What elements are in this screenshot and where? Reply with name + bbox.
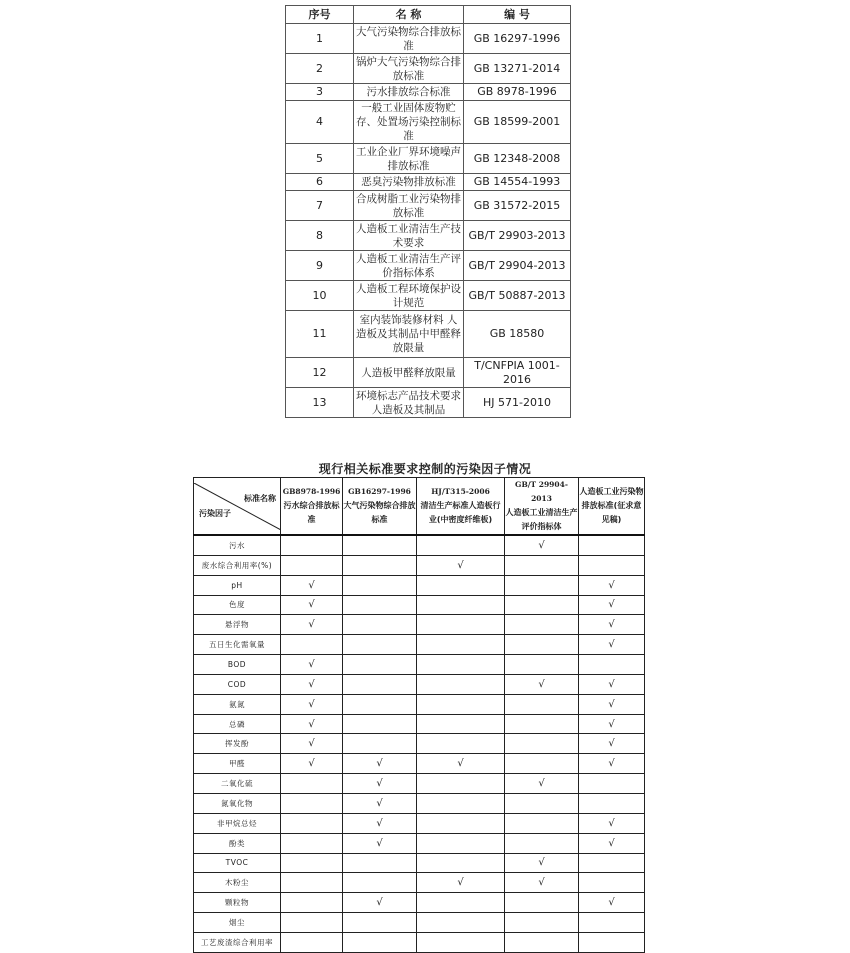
factor-row (194, 913, 645, 933)
mark-cell (281, 793, 343, 813)
standards-row (286, 144, 571, 174)
mark-cell (343, 734, 417, 754)
mark-cell (417, 853, 505, 873)
standard-code: GB/T 29904-2013 (515, 480, 568, 503)
standard-name: 恶臭污染物排放标准 (354, 174, 464, 191)
mark-cell (417, 535, 505, 555)
check-mark-icon: √ (376, 837, 383, 849)
factor-row (194, 555, 645, 575)
mark-cell (505, 774, 579, 794)
standard-code: GB 31572-2015 (464, 191, 571, 221)
mark-cell (579, 694, 645, 714)
mark-cell (417, 595, 505, 615)
mark-cell (343, 833, 417, 853)
row-number: 7 (286, 191, 354, 221)
mark-cell (417, 674, 505, 694)
factor-name: pH (194, 575, 281, 595)
mark-cell (579, 635, 645, 655)
mark-cell (505, 595, 579, 615)
mark-cell (281, 535, 343, 555)
check-mark-icon: √ (538, 678, 545, 690)
mark-cell (579, 893, 645, 913)
mark-cell (579, 615, 645, 635)
mark-cell (281, 873, 343, 893)
factor-row (194, 893, 645, 913)
factor-name: TVOC (194, 853, 281, 873)
factor-row (194, 734, 645, 754)
check-mark-icon: √ (376, 817, 383, 829)
mark-cell (343, 714, 417, 734)
standard-name: 一般工业固体废物贮存、处置场污染控制标准 (354, 101, 464, 144)
mark-cell (579, 873, 645, 893)
check-mark-icon: √ (608, 738, 615, 750)
check-mark-icon: √ (608, 837, 615, 849)
factor-row (194, 694, 645, 714)
standard-description: 人造板工业污染物排放标准(征求意见稿) (579, 487, 644, 524)
standard-description: 污水综合排放标准 (283, 501, 340, 524)
mark-cell (579, 714, 645, 734)
corner-pollutant-label: 污染因子 (199, 508, 231, 518)
mark-cell (579, 813, 645, 833)
standard-name: 污水排放综合标准 (354, 84, 464, 101)
mark-cell (343, 813, 417, 833)
mark-cell (505, 714, 579, 734)
standard-code: HJ/T315-2006 (431, 487, 490, 496)
check-mark-icon: √ (308, 698, 315, 710)
standards-row (286, 54, 571, 84)
mark-cell (281, 853, 343, 873)
standard-code: GB16297-1996 (348, 487, 411, 496)
mark-cell (417, 893, 505, 913)
check-mark-icon: √ (457, 758, 464, 770)
mark-cell (343, 774, 417, 794)
mark-cell (417, 813, 505, 833)
mark-cell (343, 754, 417, 774)
standard-code: GB 18599-2001 (464, 101, 571, 144)
mark-cell (505, 694, 579, 714)
mark-cell (505, 793, 579, 813)
mark-cell (343, 575, 417, 595)
factor-row (194, 575, 645, 595)
mark-cell (281, 813, 343, 833)
standards-row (286, 191, 571, 221)
mark-cell (579, 655, 645, 675)
factor-row (194, 674, 645, 694)
mark-cell (505, 813, 579, 833)
check-mark-icon: √ (608, 599, 615, 611)
standard-name: 室内装饰装修材料 人造板及其制品中甲醛释放限量 (354, 311, 464, 358)
factor-row (194, 793, 645, 813)
factor-row (194, 853, 645, 873)
standard-name: 锅炉大气污染物综合排放标准 (354, 54, 464, 84)
mark-cell (281, 774, 343, 794)
factor-name: 二氧化硫 (194, 774, 281, 794)
mark-cell (505, 535, 579, 555)
factor-name: 非甲烷总烃 (194, 813, 281, 833)
mark-cell (343, 535, 417, 555)
mark-cell (505, 893, 579, 913)
mark-cell (281, 655, 343, 675)
check-mark-icon: √ (608, 698, 615, 710)
standards-row (286, 388, 571, 418)
mark-cell (417, 635, 505, 655)
check-mark-icon: √ (608, 718, 615, 730)
row-number: 1 (286, 24, 354, 54)
mark-cell (343, 932, 417, 952)
factor-name: 污水 (194, 535, 281, 555)
mark-cell (343, 694, 417, 714)
standard-description: 清洁生产标准人造板行业(中密度纤维板) (420, 501, 501, 524)
mark-cell (343, 853, 417, 873)
check-mark-icon: √ (308, 678, 315, 690)
mark-cell (281, 913, 343, 933)
header-code: 编 号 (464, 6, 571, 24)
mark-cell (505, 913, 579, 933)
check-mark-icon: √ (308, 718, 315, 730)
check-mark-icon: √ (308, 758, 315, 770)
factor-row (194, 655, 645, 675)
standards-row (286, 174, 571, 191)
factor-row (194, 535, 645, 555)
check-mark-icon: √ (376, 797, 383, 809)
mark-cell (281, 734, 343, 754)
mark-cell (281, 694, 343, 714)
factor-row (194, 595, 645, 615)
factor-name: BOD (194, 655, 281, 675)
standard-name: 合成树脂工业污染物排放标准 (354, 191, 464, 221)
check-mark-icon: √ (538, 539, 545, 551)
standards-row (286, 358, 571, 388)
row-number: 10 (286, 281, 354, 311)
standard-code: GB 12348-2008 (464, 144, 571, 174)
mark-cell (579, 833, 645, 853)
mark-cell (579, 575, 645, 595)
factor-row (194, 932, 645, 952)
factor-name: 氮氧化物 (194, 793, 281, 813)
factor-name: 烟尘 (194, 913, 281, 933)
standard-name: 人造板工业清洁生产技术要求 (354, 221, 464, 251)
factor-row (194, 635, 645, 655)
factor-row (194, 774, 645, 794)
mark-cell (343, 595, 417, 615)
standard-name: 人造板工业清洁生产评价指标体系 (354, 251, 464, 281)
factor-name: 工艺废渣综合利用率 (194, 932, 281, 952)
row-number: 2 (286, 54, 354, 84)
check-mark-icon: √ (376, 778, 383, 790)
row-number: 4 (286, 101, 354, 144)
factor-name: 废水综合利用率(%) (194, 555, 281, 575)
factor-row (194, 615, 645, 635)
mark-cell (579, 555, 645, 575)
row-number: 5 (286, 144, 354, 174)
mark-cell (505, 873, 579, 893)
mark-cell (505, 734, 579, 754)
mark-cell (281, 555, 343, 575)
mark-cell (343, 793, 417, 813)
mark-cell (417, 734, 505, 754)
standard-code: T/CNFPIA 1001-2016 (464, 358, 571, 388)
standard-column-header (343, 478, 417, 536)
row-number: 13 (286, 388, 354, 418)
mark-cell (281, 932, 343, 952)
standard-description: 大气污染物综合排放标准 (343, 501, 416, 524)
check-mark-icon: √ (308, 619, 315, 631)
standards-table (285, 5, 571, 418)
mark-cell (417, 694, 505, 714)
mark-cell (417, 754, 505, 774)
standard-column-header (417, 478, 505, 536)
mark-cell (343, 873, 417, 893)
corner-cell (194, 478, 281, 536)
standard-code: GB 16297-1996 (464, 24, 571, 54)
check-mark-icon: √ (608, 897, 615, 909)
standard-code: GB 14554-1993 (464, 174, 571, 191)
standards-row (286, 101, 571, 144)
mark-cell (579, 535, 645, 555)
mark-cell (281, 575, 343, 595)
mark-cell (281, 615, 343, 635)
row-number: 12 (286, 358, 354, 388)
factor-name: 五日生化需氧量 (194, 635, 281, 655)
standard-code: GB 8978-1996 (464, 84, 571, 101)
mark-cell (417, 555, 505, 575)
mark-cell (281, 893, 343, 913)
mark-cell (505, 655, 579, 675)
mark-cell (579, 793, 645, 813)
standard-column-header (281, 478, 343, 536)
check-mark-icon: √ (608, 817, 615, 829)
standards-row (286, 221, 571, 251)
factors-table-header (194, 478, 645, 536)
mark-cell (281, 635, 343, 655)
factor-row (194, 714, 645, 734)
mark-cell (579, 595, 645, 615)
check-mark-icon: √ (608, 758, 615, 770)
mark-cell (281, 595, 343, 615)
mark-cell (505, 555, 579, 575)
standard-code: GB/T 29903-2013 (464, 221, 571, 251)
mark-cell (505, 932, 579, 952)
check-mark-icon: √ (608, 639, 615, 651)
corner-standard-label: 标准名称 (244, 493, 276, 503)
mark-cell (281, 754, 343, 774)
mark-cell (417, 575, 505, 595)
mark-cell (417, 655, 505, 675)
standards-row (286, 251, 571, 281)
mark-cell (505, 853, 579, 873)
mark-cell (417, 913, 505, 933)
check-mark-icon: √ (538, 778, 545, 790)
mark-cell (281, 833, 343, 853)
check-mark-icon: √ (608, 678, 615, 690)
mark-cell (281, 714, 343, 734)
standard-name: 工业企业厂界环境噪声排放标准 (354, 144, 464, 174)
mark-cell (579, 734, 645, 754)
row-number: 6 (286, 174, 354, 191)
row-number: 9 (286, 251, 354, 281)
mark-cell (505, 674, 579, 694)
factor-row (194, 833, 645, 853)
mark-cell (281, 674, 343, 694)
check-mark-icon: √ (457, 877, 464, 889)
check-mark-icon: √ (308, 579, 315, 591)
factor-name: 挥发酚 (194, 734, 281, 754)
check-mark-icon: √ (457, 559, 464, 571)
mark-cell (505, 833, 579, 853)
check-mark-icon: √ (308, 738, 315, 750)
standard-code: GB/T 50887-2013 (464, 281, 571, 311)
standards-row (286, 84, 571, 101)
check-mark-icon: √ (376, 897, 383, 909)
factor-name: 悬浮物 (194, 615, 281, 635)
mark-cell (343, 655, 417, 675)
header-name: 名 称 (354, 6, 464, 24)
standards-row (286, 24, 571, 54)
mark-cell (505, 615, 579, 635)
mark-cell (579, 674, 645, 694)
standard-name: 人造板工程环境保护设计规范 (354, 281, 464, 311)
mark-cell (579, 774, 645, 794)
mark-cell (579, 932, 645, 952)
check-mark-icon: √ (608, 579, 615, 591)
mark-cell (343, 674, 417, 694)
mark-cell (417, 833, 505, 853)
mark-cell (505, 635, 579, 655)
factor-row (194, 813, 645, 833)
factor-name: COD (194, 674, 281, 694)
standard-code: GB8978-1996 (282, 487, 341, 496)
factor-name: 酚类 (194, 833, 281, 853)
factor-name: 甲醛 (194, 754, 281, 774)
check-mark-icon: √ (308, 658, 315, 670)
row-number: 3 (286, 84, 354, 101)
factor-row (194, 754, 645, 774)
mark-cell (505, 754, 579, 774)
factors-table-caption: 现行相关标准要求控制的污染因子情况 (318, 462, 532, 476)
standard-code: GB/T 29904-2013 (464, 251, 571, 281)
standard-code: HJ 571-2010 (464, 388, 571, 418)
standard-name: 大气污染物综合排放标准 (354, 24, 464, 54)
mark-cell (579, 913, 645, 933)
factor-name: 色度 (194, 595, 281, 615)
mark-cell (417, 873, 505, 893)
mark-cell (343, 913, 417, 933)
standard-code: GB 18580 (464, 311, 571, 358)
standard-description: 人造板工业清洁生产评价指标体 (505, 508, 578, 531)
mark-cell (343, 555, 417, 575)
check-mark-icon: √ (538, 877, 545, 889)
standards-row (286, 281, 571, 311)
factor-name: 木粉尘 (194, 873, 281, 893)
mark-cell (505, 575, 579, 595)
mark-cell (343, 893, 417, 913)
mark-cell (417, 615, 505, 635)
mark-cell (417, 932, 505, 952)
standard-code: GB 13271-2014 (464, 54, 571, 84)
factor-name: 颗粒物 (194, 893, 281, 913)
mark-cell (417, 774, 505, 794)
standard-name: 人造板甲醛释放限量 (354, 358, 464, 388)
check-mark-icon: √ (538, 857, 545, 869)
factor-name: 氨氮 (194, 694, 281, 714)
standard-column-header (579, 478, 645, 536)
mark-cell (343, 615, 417, 635)
pollution-factors-table (193, 477, 645, 953)
check-mark-icon: √ (608, 619, 615, 631)
mark-cell (417, 793, 505, 813)
check-mark-icon: √ (376, 758, 383, 770)
standards-table-header (286, 6, 571, 24)
row-number: 8 (286, 221, 354, 251)
standard-column-header (505, 478, 579, 536)
mark-cell (579, 853, 645, 873)
mark-cell (417, 714, 505, 734)
row-number: 11 (286, 311, 354, 358)
factor-row (194, 873, 645, 893)
standard-name: 环境标志产品技术要求 人造板及其制品 (354, 388, 464, 418)
mark-cell (579, 754, 645, 774)
mark-cell (343, 635, 417, 655)
factor-name: 总磷 (194, 714, 281, 734)
header-no: 序号 (286, 6, 354, 24)
standards-row (286, 311, 571, 358)
check-mark-icon: √ (308, 599, 315, 611)
